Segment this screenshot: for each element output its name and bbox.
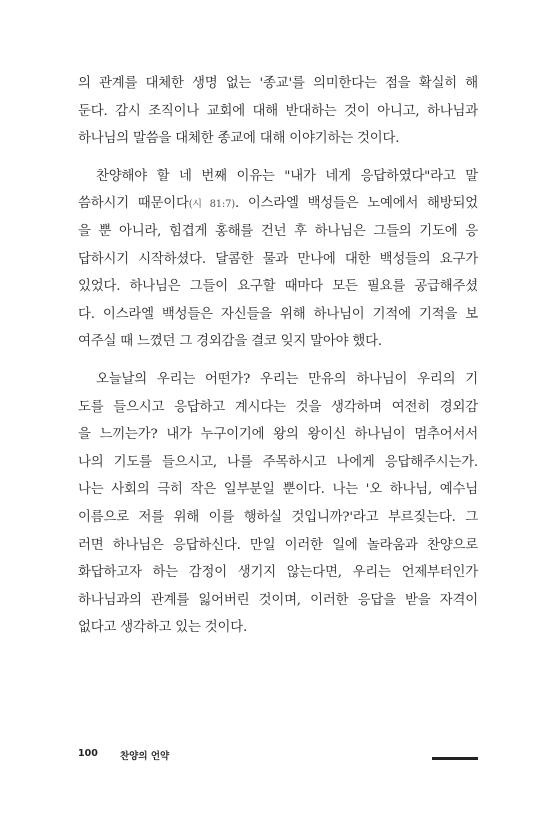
text-segment: . 이스라엘 백성들은 노예에서 해방되었 bbox=[234, 196, 478, 212]
text-line: 이름으로 저를 위해 이를 행하실 것입니까?'라고 부르짖는다. 그 bbox=[78, 509, 478, 525]
text-line: 있었다. 하나님은 그들이 요구할 때마다 모든 필요를 공급해주셨 bbox=[78, 279, 478, 295]
text-line: 화답하고자 하는 감정이 생기지 않는다면, 우리는 언제부터인가 bbox=[78, 565, 478, 581]
page-number: 100 bbox=[78, 748, 98, 759]
paragraph bbox=[78, 163, 478, 356]
text-line: 하나님과의 관계를 잃어버린 것이며, 이러한 응답을 받을 자격이 bbox=[78, 592, 478, 608]
text-line: 의 관계를 대체한 생명 없는 '종교'를 의미한다는 점을 확실히 해 bbox=[78, 76, 478, 91]
text-line: 나의 기도를 들으시고, 나를 주목하시고 나에게 응답해주시는가. bbox=[78, 454, 478, 470]
page-footer bbox=[78, 744, 478, 764]
text-line: 도를 들으시고 응답하고 계시다는 것을 생각하며 여전히 경외감 bbox=[78, 399, 478, 415]
text-line: 없다고 생각하고 있는 것이다. bbox=[78, 620, 248, 636]
text-line: 나는 사회의 극히 작은 일부분일 뿐이다. 나는 '오 하나님, 예수님 bbox=[78, 482, 478, 498]
text-line: 둔다. 감시 조직이나 교회에 대해 반대하는 것이 아니고, 하나님과 bbox=[78, 103, 478, 119]
text-line: 을 느끼는가? 내가 누구이기에 왕의 왕이신 하나님이 멈추어서서 bbox=[78, 427, 478, 443]
paragraph bbox=[78, 366, 478, 642]
text-line: 하나님의 말씀을 대체한 종교에 대해 이야기하는 것이다. bbox=[78, 131, 400, 147]
scripture-citation: (시 81:7) bbox=[188, 199, 235, 211]
text-segment: 씀하시기 때문이다 bbox=[78, 196, 189, 212]
footer-rule bbox=[432, 757, 478, 760]
running-title: 찬양의 언약 bbox=[120, 751, 170, 762]
text-line: 을 뿐 아니라, 힘겹게 홍해를 건넌 후 하나님은 그들의 기도에 응 bbox=[78, 223, 478, 239]
text-line: 여주실 때 느꼈던 그 경외감을 결코 잊지 말아야 했다. bbox=[78, 334, 382, 350]
text-line-with-citation bbox=[78, 190, 478, 218]
text-line: 다. 이스라엘 백성들은 자신들을 위해 하나님이 기적에 기적을 보 bbox=[78, 306, 478, 322]
text-line: 찬양해야 할 네 번째 이유는 "내가 네게 응답하였다"라고 말 bbox=[96, 168, 478, 184]
text-line: 러면 하나님은 응답하신다. 만일 이러한 일에 놀라움과 찬양으로 bbox=[78, 537, 478, 553]
text-line: 오늘날의 우리는 어떤가? 우리는 만유의 하나님이 우리의 기 bbox=[96, 371, 478, 387]
text-line: 답하시기 시작하셨다. 달콤한 물과 만나에 대한 백성들의 요구가 bbox=[78, 251, 478, 267]
paragraph bbox=[78, 70, 478, 153]
body-text bbox=[78, 70, 478, 642]
